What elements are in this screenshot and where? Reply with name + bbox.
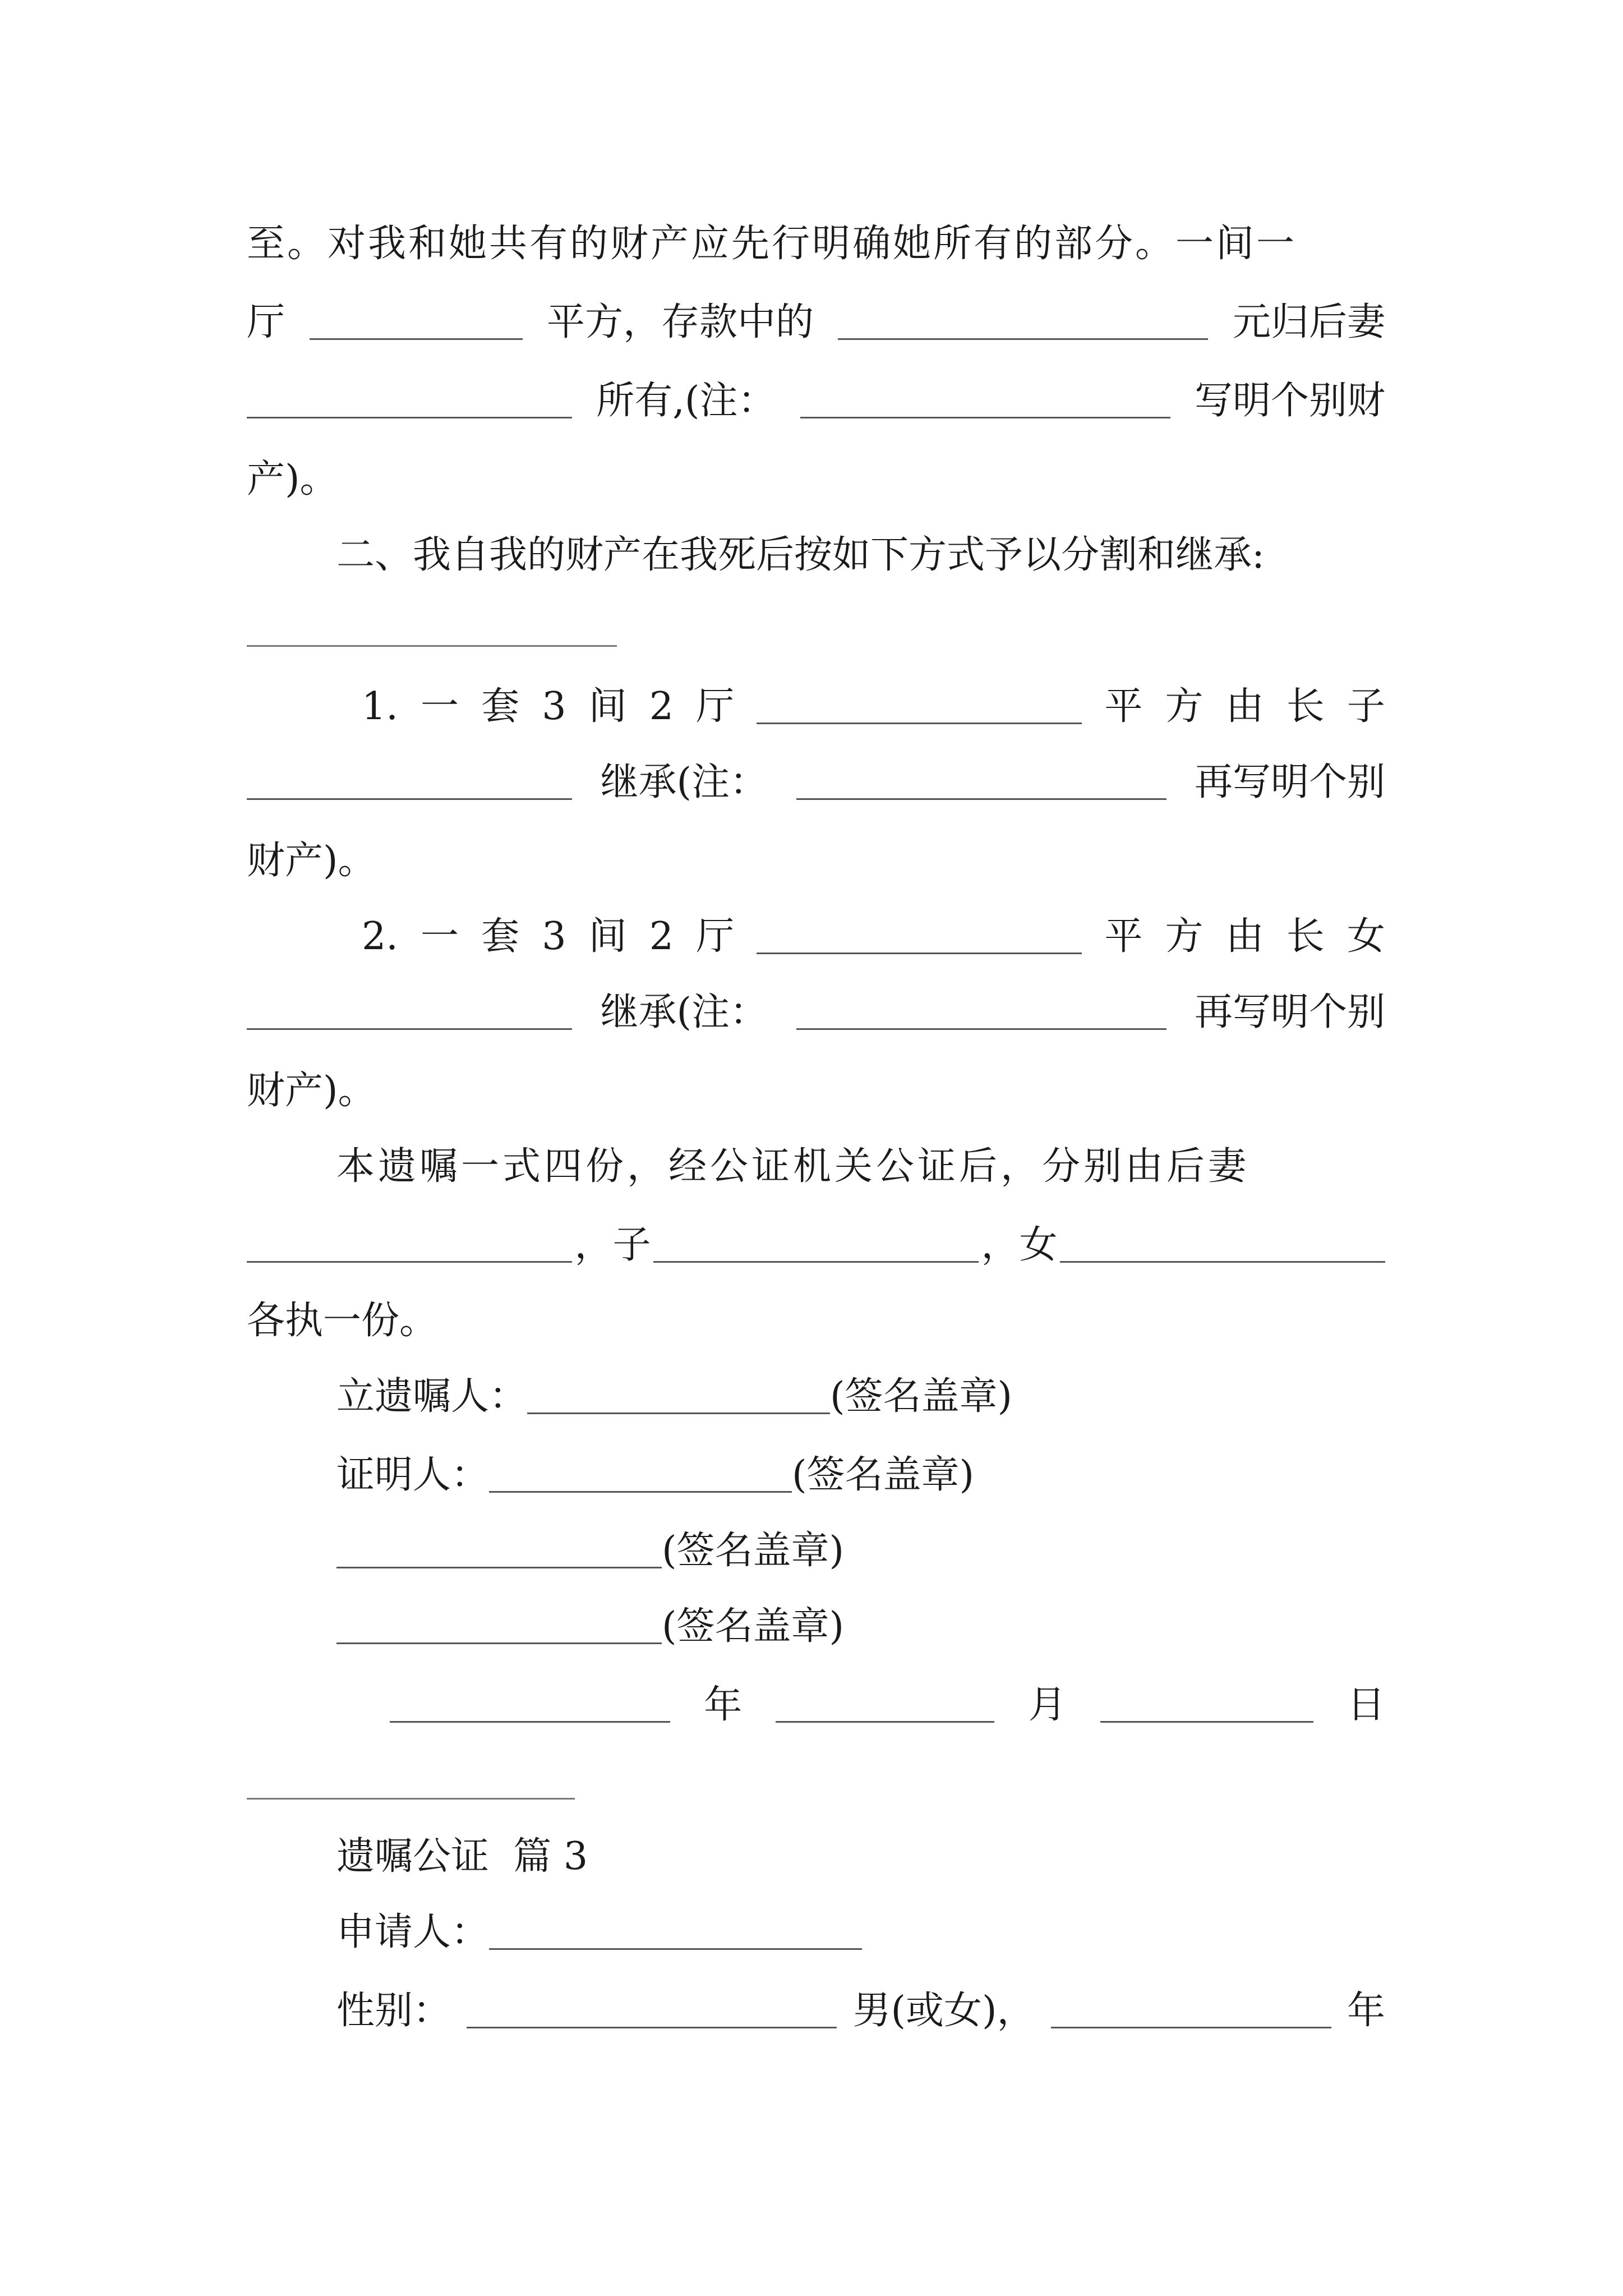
date-day-label: 日 [1347, 1683, 1385, 1727]
applicant-line [336, 1899, 1385, 1966]
separator-line [247, 645, 617, 647]
item-2-line [362, 903, 1385, 970]
blank-field-testator[interactable] [527, 1380, 830, 1414]
label: (签名盖章) [830, 1374, 1013, 1419]
blank-field-son[interactable] [653, 1228, 979, 1263]
label: 申请人： [336, 1910, 490, 1954]
text-char: 长 [1286, 914, 1325, 959]
blank-field-house-2[interactable] [757, 920, 1082, 954]
blank-field-witness-3[interactable] [336, 1610, 662, 1644]
witness-signature-line-3 [336, 1593, 1385, 1660]
copies-end-line: 各执一份。 [247, 1299, 438, 1343]
label: (签名盖章) [662, 1529, 845, 1573]
text-char: 长 [1286, 684, 1325, 729]
text-line-2 [247, 289, 1385, 356]
text-char: 3 [542, 684, 566, 729]
witness-signature-line [336, 1442, 1385, 1509]
blank-field-witness-2[interactable] [336, 1534, 662, 1568]
item-2-line-3: 财产)。 [247, 1069, 376, 1113]
copies-recipients-line [247, 1212, 1385, 1279]
text-line-3 [247, 367, 1385, 435]
item-1-line [362, 673, 1385, 740]
blank-field-wife-name[interactable] [247, 384, 572, 418]
label: 证明人： [336, 1453, 490, 1497]
blank-field-wife[interactable] [247, 1228, 572, 1263]
text-fragment: 所有,(注： [596, 379, 776, 423]
blank-field-birth-year[interactable] [1051, 1994, 1331, 2028]
witness-signature-line-2 [336, 1517, 1385, 1585]
text-char: 一 [421, 914, 459, 959]
text-char: 女 [1347, 914, 1385, 959]
gender-line [336, 1977, 1385, 2045]
text-char: 方 [1165, 684, 1204, 729]
item-number: 2. [362, 914, 398, 959]
paragraph-text: 本遗嘱一式四份，经公证机关公证后，分别由后妻 [336, 1144, 1250, 1189]
text-char: 2 [649, 914, 674, 959]
text-fragment: ，子 [574, 1223, 651, 1267]
text-char: 2 [649, 684, 674, 729]
label: 立遗嘱人： [336, 1374, 528, 1419]
label: 性别： [336, 1989, 451, 2033]
separator-line [247, 1798, 575, 1800]
blank-field-deposit[interactable] [838, 306, 1208, 340]
date-year-label: 年 [704, 1683, 743, 1727]
text-char: 间 [588, 684, 627, 729]
text-char: 由 [1225, 914, 1264, 959]
text-fragment: 再写明个别 [1194, 760, 1385, 804]
text-char: 套 [481, 914, 520, 959]
text-fragment: 继承(注： [600, 760, 768, 804]
date-month-label: 月 [1028, 1683, 1067, 1727]
testator-signature-line [336, 1363, 1385, 1430]
blank-field-day[interactable] [1100, 1688, 1313, 1723]
copies-paragraph [336, 1133, 1385, 1200]
text-line-1 [247, 210, 1385, 278]
section-heading-2: 二、我自我的财产在我死后按如下方式予以分割和继承: [336, 533, 1265, 577]
text-char: 厅 [696, 914, 735, 959]
blank-field-applicant[interactable] [489, 1916, 862, 1950]
blank-field-son-name[interactable] [247, 766, 572, 800]
label: (签名盖章) [792, 1453, 975, 1497]
text-char: 3 [542, 914, 566, 959]
item-2-line-2 [247, 979, 1385, 1046]
blank-field-house-1[interactable] [757, 690, 1082, 724]
text-char: 厅 [696, 684, 735, 729]
blank-field-witness[interactable] [489, 1458, 792, 1493]
text-fragment: 元归后妻 [1232, 300, 1385, 344]
blank-field-area[interactable] [310, 306, 523, 340]
text-fragment: 继承(注： [600, 990, 768, 1034]
blank-field-daughter-name[interactable] [247, 996, 572, 1030]
blank-field-note[interactable] [800, 384, 1170, 418]
text-char: 子 [1347, 684, 1385, 729]
text-fragment: 写明个别财 [1194, 379, 1385, 423]
label: 男(或女)， [852, 1989, 1035, 2033]
blank-field-note-2[interactable] [796, 996, 1166, 1030]
text-char: 套 [481, 684, 520, 729]
blank-field-note-1[interactable] [796, 766, 1166, 800]
text-char: 平 [1104, 684, 1143, 729]
paragraph-text: 至。对我和她共有的财产应先行明确她所有的部分。一间一 [247, 222, 1297, 266]
item-number: 1. [362, 684, 398, 729]
text-char: 方 [1165, 914, 1204, 959]
date-line [390, 1672, 1385, 1739]
item-1-line-3: 财产)。 [247, 839, 376, 883]
text-line-4: 产)。 [247, 457, 338, 501]
blank-field-month[interactable] [776, 1688, 994, 1723]
text-fragment: 平方，存款中的 [546, 300, 814, 344]
blank-field-gender[interactable] [467, 1994, 837, 2028]
section-title-3: 遗嘱公证 篇 3 [336, 1834, 588, 1879]
label: (签名盖章) [662, 1604, 845, 1649]
text-char: 一 [421, 684, 459, 729]
text-fragment: ，女 [981, 1223, 1058, 1267]
text-char: 平 [1104, 914, 1143, 959]
text-char: 由 [1225, 684, 1264, 729]
label: 年 [1347, 1989, 1385, 2033]
text-char: 间 [588, 914, 627, 959]
blank-field-daughter[interactable] [1060, 1228, 1385, 1263]
text-fragment: 厅 [247, 300, 285, 344]
item-1-line-2 [247, 749, 1385, 816]
text-fragment: 再写明个别 [1194, 990, 1385, 1034]
blank-field-year[interactable] [390, 1688, 670, 1723]
